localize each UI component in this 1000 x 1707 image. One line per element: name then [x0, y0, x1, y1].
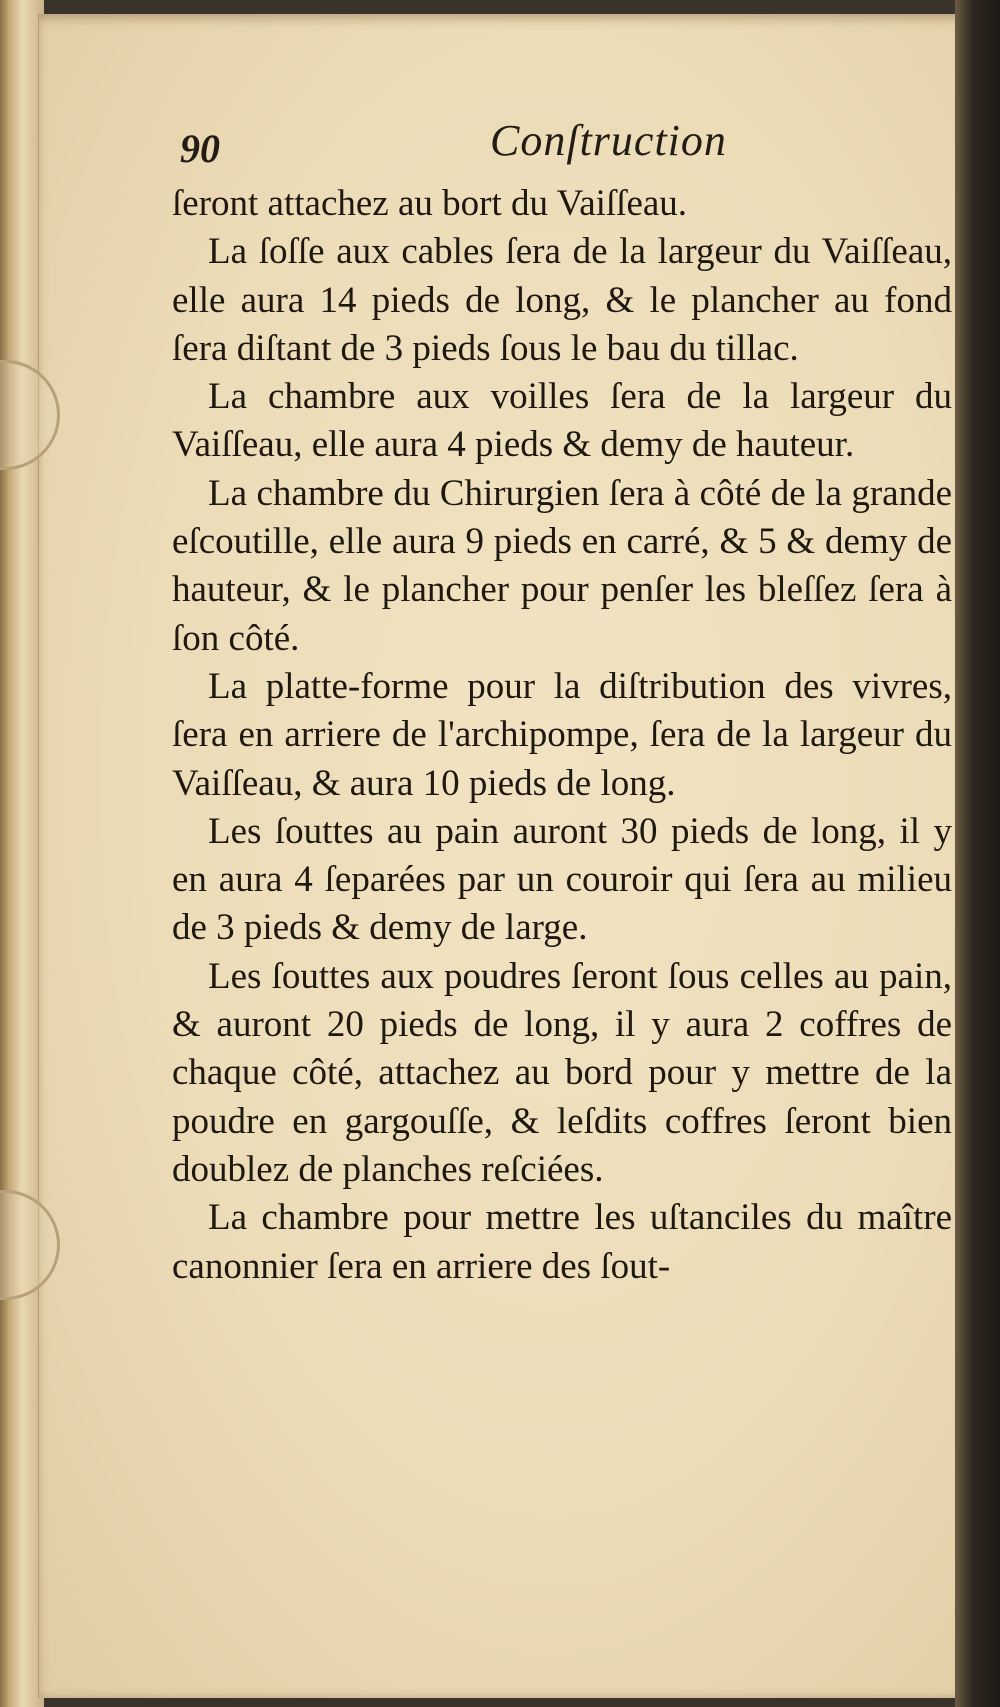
paragraph: La chambre pour mettre les uſtanciles du maître canonnier ſera en arriere des ſout-: [172, 1197, 952, 1287]
paragraph: La platte-forme pour la diſtribution des vivres, ſera en arriere de l'archipompe, ſera de la largeur du Vaiſſeau, & aura 10 pieds de long.: [172, 665, 952, 804]
running-title: Conſtruction: [490, 116, 727, 165]
page-header: [180, 115, 900, 175]
paragraph: La ſoſſe aux cables ſera de la largeur du Vaiſſeau, elle aura 14 pieds de long, & le plancher au fond ſera diſtant de 3 pieds ſous le bau du tillac.: [172, 231, 952, 369]
body-text: [172, 180, 952, 1291]
paragraph: La chambre du Chirurgien ſera à côté de la grande eſcoutille, elle aura 9 pieds en carré, & 5 & demy de hauteur, & le plancher pour penſer les bleſſez ſera à ſon côté.: [172, 472, 952, 659]
page-number: 90: [180, 126, 220, 171]
paragraph: La chambre aux voilles ſera de la largeur du Vaiſſeau, elle aura 4 pieds & demy de hauteur.: [172, 376, 952, 466]
paragraph: Les ſouttes au pain auront 30 pieds de long, il y en aura 4 ſeparées par un couroir qui ſera au milieu de 3 pieds & demy de large.: [172, 810, 952, 949]
paragraph: ſeront attachez au bort du Vaiſſeau.: [172, 183, 688, 224]
paragraph: Les ſouttes aux poudres ſeront ſous celles au pain, & auront 20 pieds de long, il y aura 2 coffres de chaque côté, attachez au bord pour y mettre de la poudre en gargouſſe, & leſdits coffres ſeront bien doublez de planches reſciées.: [172, 955, 952, 1190]
binding-shadow: [955, 0, 1000, 1707]
